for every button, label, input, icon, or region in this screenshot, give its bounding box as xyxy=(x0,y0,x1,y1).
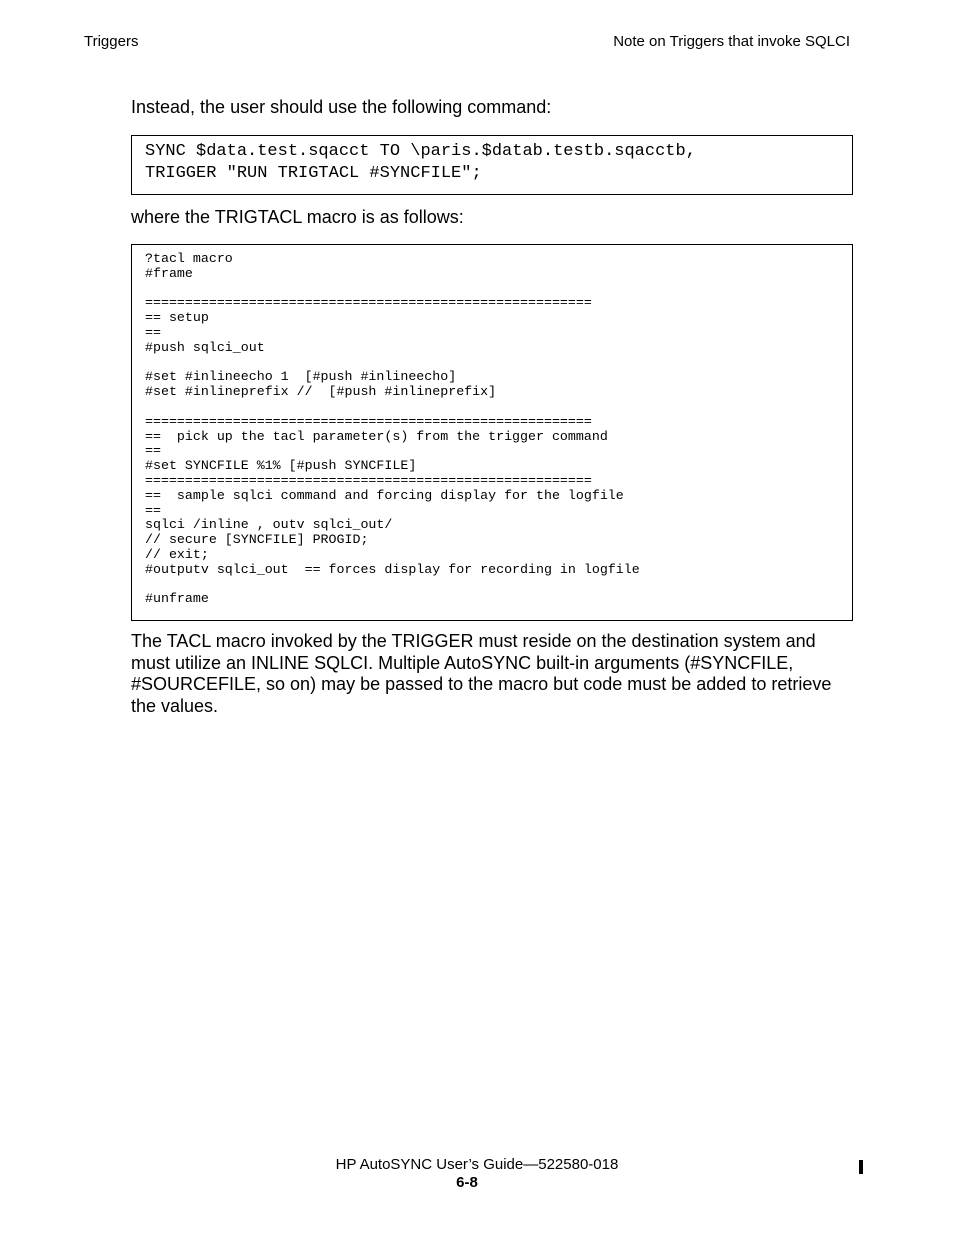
running-header-topic: Note on Triggers that invoke SQLCI xyxy=(613,33,850,50)
closing-paragraph: The TACL macro invoked by the TRIGGER must reside on the destination system and must utilize an INLINE SQLCI. Multiple AutoSYNC built-in arguments (#SYNCFILE, #SOURCEFILE, so on) may be passed to the macro but code must be added to retrieve the values. xyxy=(131,631,832,716)
running-header-section: Triggers xyxy=(84,33,139,50)
trigtacl-macro-code-block: ?tacl macro #frame ======================================================== == setup == #push sqlci_out #set #inlineecho 1 [#push #inlineecho] #set #inlineprefix // [#push #inlineprefix] ======================================================== == pick up the tacl parameter(s) from the trigger command == #set SYNCFILE %1% [#push SYNCFILE] ======================================================== == sample sqlci command and forcing display for the logfile == sqlci /inline , outv sqlci_out/ // secure [SYNCFILE] PROGID; // exit; #outputv sqlci_out == forces display for recording in logfile #unframe xyxy=(131,244,853,621)
macro-intro-paragraph: where the TRIGTACL macro is as follows: xyxy=(131,207,464,227)
footer-page-number: 6-8 xyxy=(456,1174,478,1191)
sync-command-code-block: SYNC $data.test.sqacct TO \paris.$datab.testb.sqacctb, TRIGGER "RUN TRIGTACL #SYNCFILE"; xyxy=(131,135,853,195)
footer-document-title: HP AutoSYNC User’s Guide—522580-018 xyxy=(335,1156,619,1173)
intro-paragraph: Instead, the user should use the following command: xyxy=(131,97,552,117)
change-bar-marker xyxy=(859,1160,863,1174)
